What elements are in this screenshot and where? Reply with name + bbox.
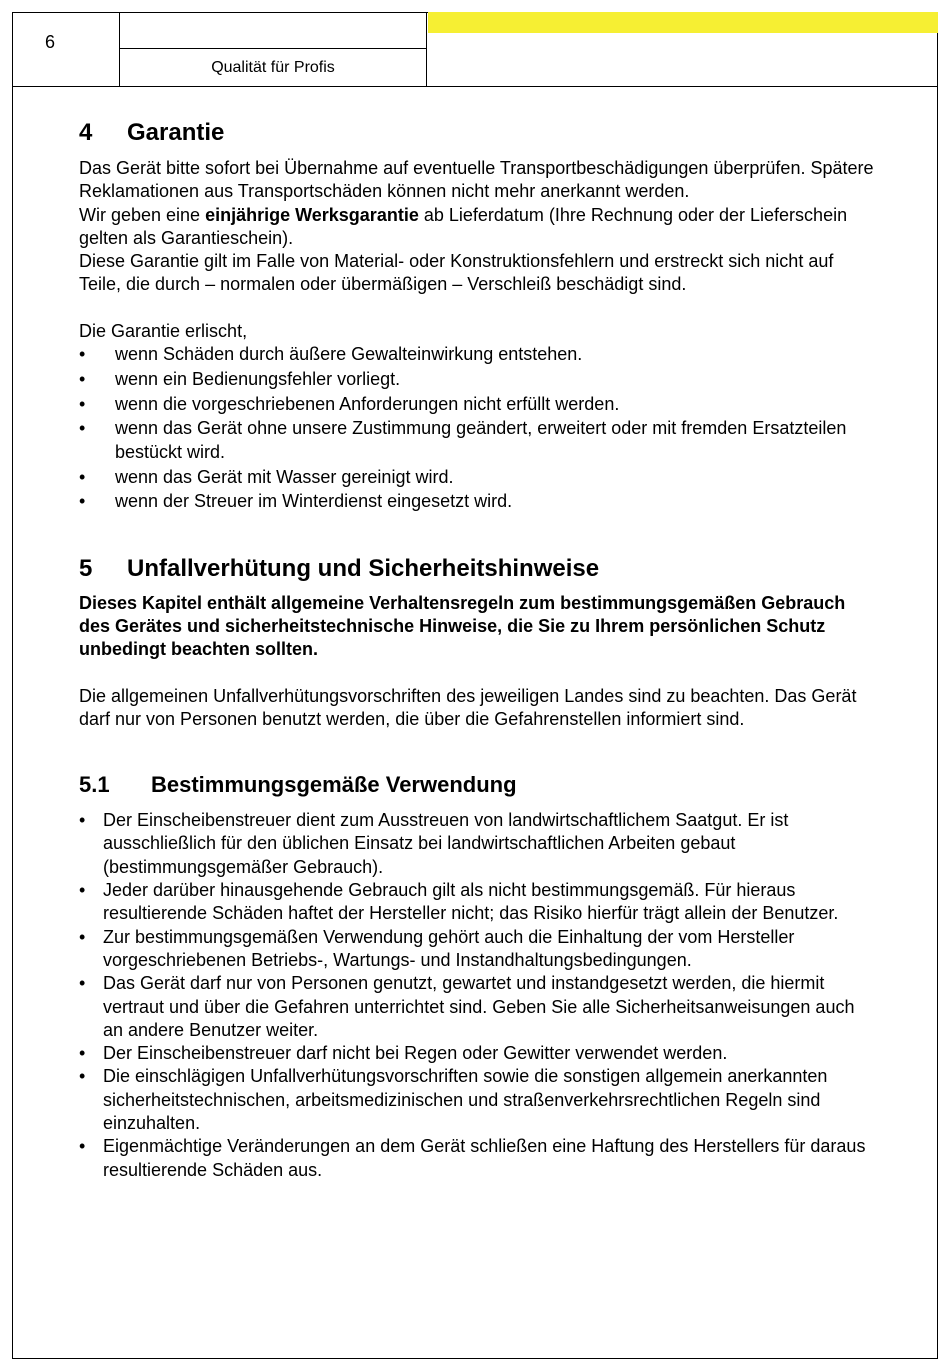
section-title: Bestimmungsgemäße Verwendung <box>151 772 517 798</box>
list-item: • Jeder darüber hinausgehende Gebrauch gilt als nicht bestimmungsgemäß. Für hieraus resultierende Schäden haftet der Hersteller nicht; das Risiko hierfür trägt allein der Benutzer. <box>79 879 879 926</box>
safety-paragraph: Die allgemeinen Unfallverhütungsvorschriften des jeweiligen Landes sind zu beachten. Das Gerät darf nur von Personen benutzt werden, die über die Gefahrenstellen informiert sind. <box>79 685 857 729</box>
warranty-paragraph-2 <box>79 204 879 251</box>
section-5-heading <box>79 554 879 584</box>
list-item: • Der Einscheibenstreuer darf nicht bei Regen oder Gewitter verwendet werden. <box>79 1042 879 1065</box>
section-4-heading <box>79 118 879 148</box>
section-5-1-heading <box>79 771 879 799</box>
list-item: • wenn die vorgeschriebenen Anforderungen nicht erfüllt werden. <box>79 393 879 416</box>
list-item: • wenn das Gerät ohne unsere Zustimmung geändert, erweitert oder mit fremden Ersatzteilen bestückt wird. <box>79 417 879 464</box>
warranty-void-list <box>79 343 879 514</box>
intended-use-list <box>79 809 879 1182</box>
list-item: • wenn der Streuer im Winterdienst eingesetzt wird. <box>79 490 879 513</box>
list-item: • Zur bestimmungsgemäßen Verwendung gehört auch die Einhaltung der vom Hersteller vorgeschriebenen Betriebs-, Wartungs- und Instandhaltungsbedingungen. <box>79 926 879 973</box>
text-run: Wir geben eine <box>79 204 206 225</box>
section-number: 5 <box>79 554 93 582</box>
warranty-paragraph-3: Diese Garantie gilt im Falle von Material- oder Konstruktionsfehlern und erstreckt sich nicht auf Teile, die durch – normalen oder übermäßigen – Verschleiß beschädigt sind. <box>79 251 834 295</box>
section-title: Unfallverhütung und Sicherheitshinweise <box>127 554 600 582</box>
list-item: • Der Einscheibenstreuer dient zum Ausstreuen von landwirtschaftlichem Saatgut. Er ist ausschließlich für den üblichen Einsatz bei landwirtschaftlichen Arbeiten gebaut (bestimmungsgemäßer Gebrauch). <box>79 809 879 879</box>
page-content <box>79 118 879 1182</box>
list-item: • wenn Schäden durch äußere Gewalteinwirkung entstehen. <box>79 343 879 366</box>
warranty-list-intro: Die Garantie erlischt, <box>79 320 248 341</box>
page-number: 6 <box>12 12 120 86</box>
list-item: • Eigenmächtige Veränderungen an dem Gerät schließen eine Haftung des Herstellers für daraus resultierende Schäden aus. <box>79 1135 879 1182</box>
warranty-paragraph-1: Das Gerät bitte sofort bei Übernahme auf eventuelle Transportbeschädigungen überprüfen. Spätere Reklamationen aus Transportschäden können nicht mehr anerkannt werden. <box>79 158 874 202</box>
header-cell-empty <box>120 12 427 49</box>
section-number: 4 <box>79 119 93 146</box>
safety-intro: Dieses Kapitel enthält allgemeine Verhaltensregeln zum bestimmungsgemäßen Gebrauch des Gerätes und sicherheitstechnische Hinweise, die Sie zu Ihrem persönlichen Schutz unbedingt beachten sollten. <box>79 592 846 660</box>
section-title: Garantie <box>127 119 225 146</box>
warranty-emphasis: einjährige Werksgarantie <box>205 204 419 225</box>
header-tagline: Qualität für Profis <box>120 49 427 86</box>
list-item: • Das Gerät darf nur von Personen genutzt, gewartet und instandgesetzt werden, die hiermit vertraut und über die Gefahren unterrichtet sind. Geben Sie alle Sicherheitsanweisungen auch an andere Benutzer weiter. <box>79 972 879 1042</box>
list-item: • Die einschlägigen Unfallverhütungsvorschriften sowie die sonstigen allgemein anerkannten sicherheitstechnischen, arbeitsmedizinischen und straßenverkehrsrechtlichen Regeln sind einzuhalten. <box>79 1065 879 1135</box>
header-accent-bar <box>428 12 938 33</box>
section-number: 5.1 <box>79 772 110 798</box>
page-header <box>12 12 938 87</box>
text-run: ab Lieferdatum (Ihre Rechnung oder der Lieferschein gelten als Garantieschein). <box>79 204 848 248</box>
list-item: • wenn ein Bedienungsfehler vorliegt. <box>79 368 879 391</box>
list-item: • wenn das Gerät mit Wasser gereinigt wird. <box>79 466 879 489</box>
